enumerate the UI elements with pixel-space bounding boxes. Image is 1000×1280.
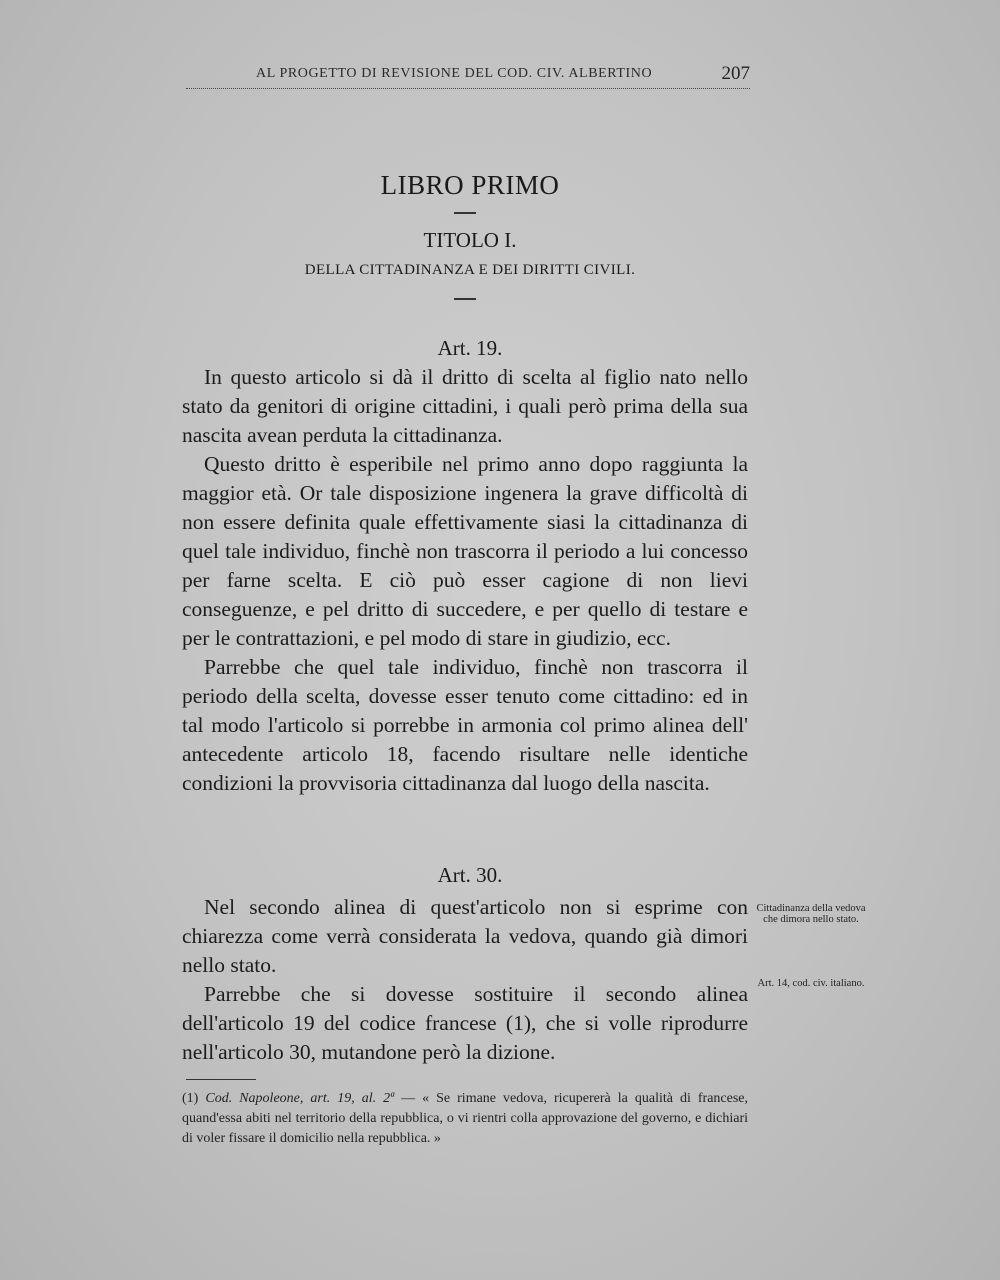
article-heading-30: Art. 30.	[437, 863, 503, 887]
running-header	[186, 63, 750, 89]
margin-note-cross-reference: Art. 14, cod. civ. italiano.	[757, 978, 865, 989]
article-heading-19: Art. 19.	[437, 336, 503, 360]
article-30-body	[182, 893, 748, 1067]
running-title: AL PROGETTO DI REVISIONE DEL COD. CIV. ALBERTINO	[256, 66, 653, 81]
section-divider	[454, 298, 476, 300]
footnote-reference: (1)	[505, 1011, 531, 1035]
paragraph: Questo dritto è esperibile nel primo anno dopo raggiunta la maggior età. Or tale disposizione ingenera la grave difficoltà di non essere definita quale effettivamente siasi la cittadinanza di quel tale individuo, finchè non trascorra il periodo a lui concesso per farne scelta. E ciò può esser cagione di non lievi conseguenze, e pel dritto di succedere, e per quello di testare e per le contrattazioni, e pel modo di stare in giudizio, ecc.	[182, 452, 748, 650]
article-19-body	[182, 363, 748, 798]
footnote	[182, 1089, 748, 1149]
paragraph: Nel secondo alinea di quest'articolo non si esprime con chiarezza come verrà considerata la vedova, quando già dimori nello stato.	[182, 895, 748, 977]
paragraph-text: , che si volle riprodurre nell'articolo 30, mutandone però la dizione.	[182, 1011, 748, 1064]
paragraph	[182, 980, 748, 1067]
footnote-citation: Cod. Napoleone, art. 19, al. 2ª	[205, 1091, 395, 1106]
footnote-rule	[186, 1079, 256, 1080]
paragraph-text: Parrebbe che si dovesse sostituire il secondo alinea dell'articolo 19 del codice francese	[182, 982, 748, 1035]
title-number: TITOLO I.	[423, 228, 517, 252]
paragraph: Parrebbe che quel tale individuo, finchè non trascorra il periodo della scelta, dovesse esser tenuto come cittadino: ed in tal modo l'articolo si porrebbe in armonia col primo alinea dell' antecedente articolo 18, facendo risultare nelle identiche condizioni la provvisoria cittadinanza dal luogo della nascita.	[182, 655, 748, 795]
page-number: 207	[721, 63, 750, 84]
title-divider	[454, 212, 476, 214]
footnote-marker: (1)	[182, 1091, 199, 1106]
margin-note-widow: Cittadinanza della vedova che dimora nello stato.	[756, 903, 866, 925]
footnote-text: — « Se rimane vedova, ricupererà la qualità di francese, quand'essa abiti nel territorio della repubblica, o vi rientri colla approvazione del governo, e dichiari di voler fissare il domicilio nella repubblica. »	[182, 1091, 749, 1146]
paragraph: In questo articolo si dà il dritto di scelta al figlio nato nello stato da genitori di origine cittadini, i quali però prima della sua nascita avean perduta la cittadinanza.	[182, 365, 748, 447]
title-name: DELLA CITTADINANZA E DEI DIRITTI CIVILI.	[304, 262, 636, 278]
book-title: LIBRO PRIMO	[380, 170, 560, 200]
